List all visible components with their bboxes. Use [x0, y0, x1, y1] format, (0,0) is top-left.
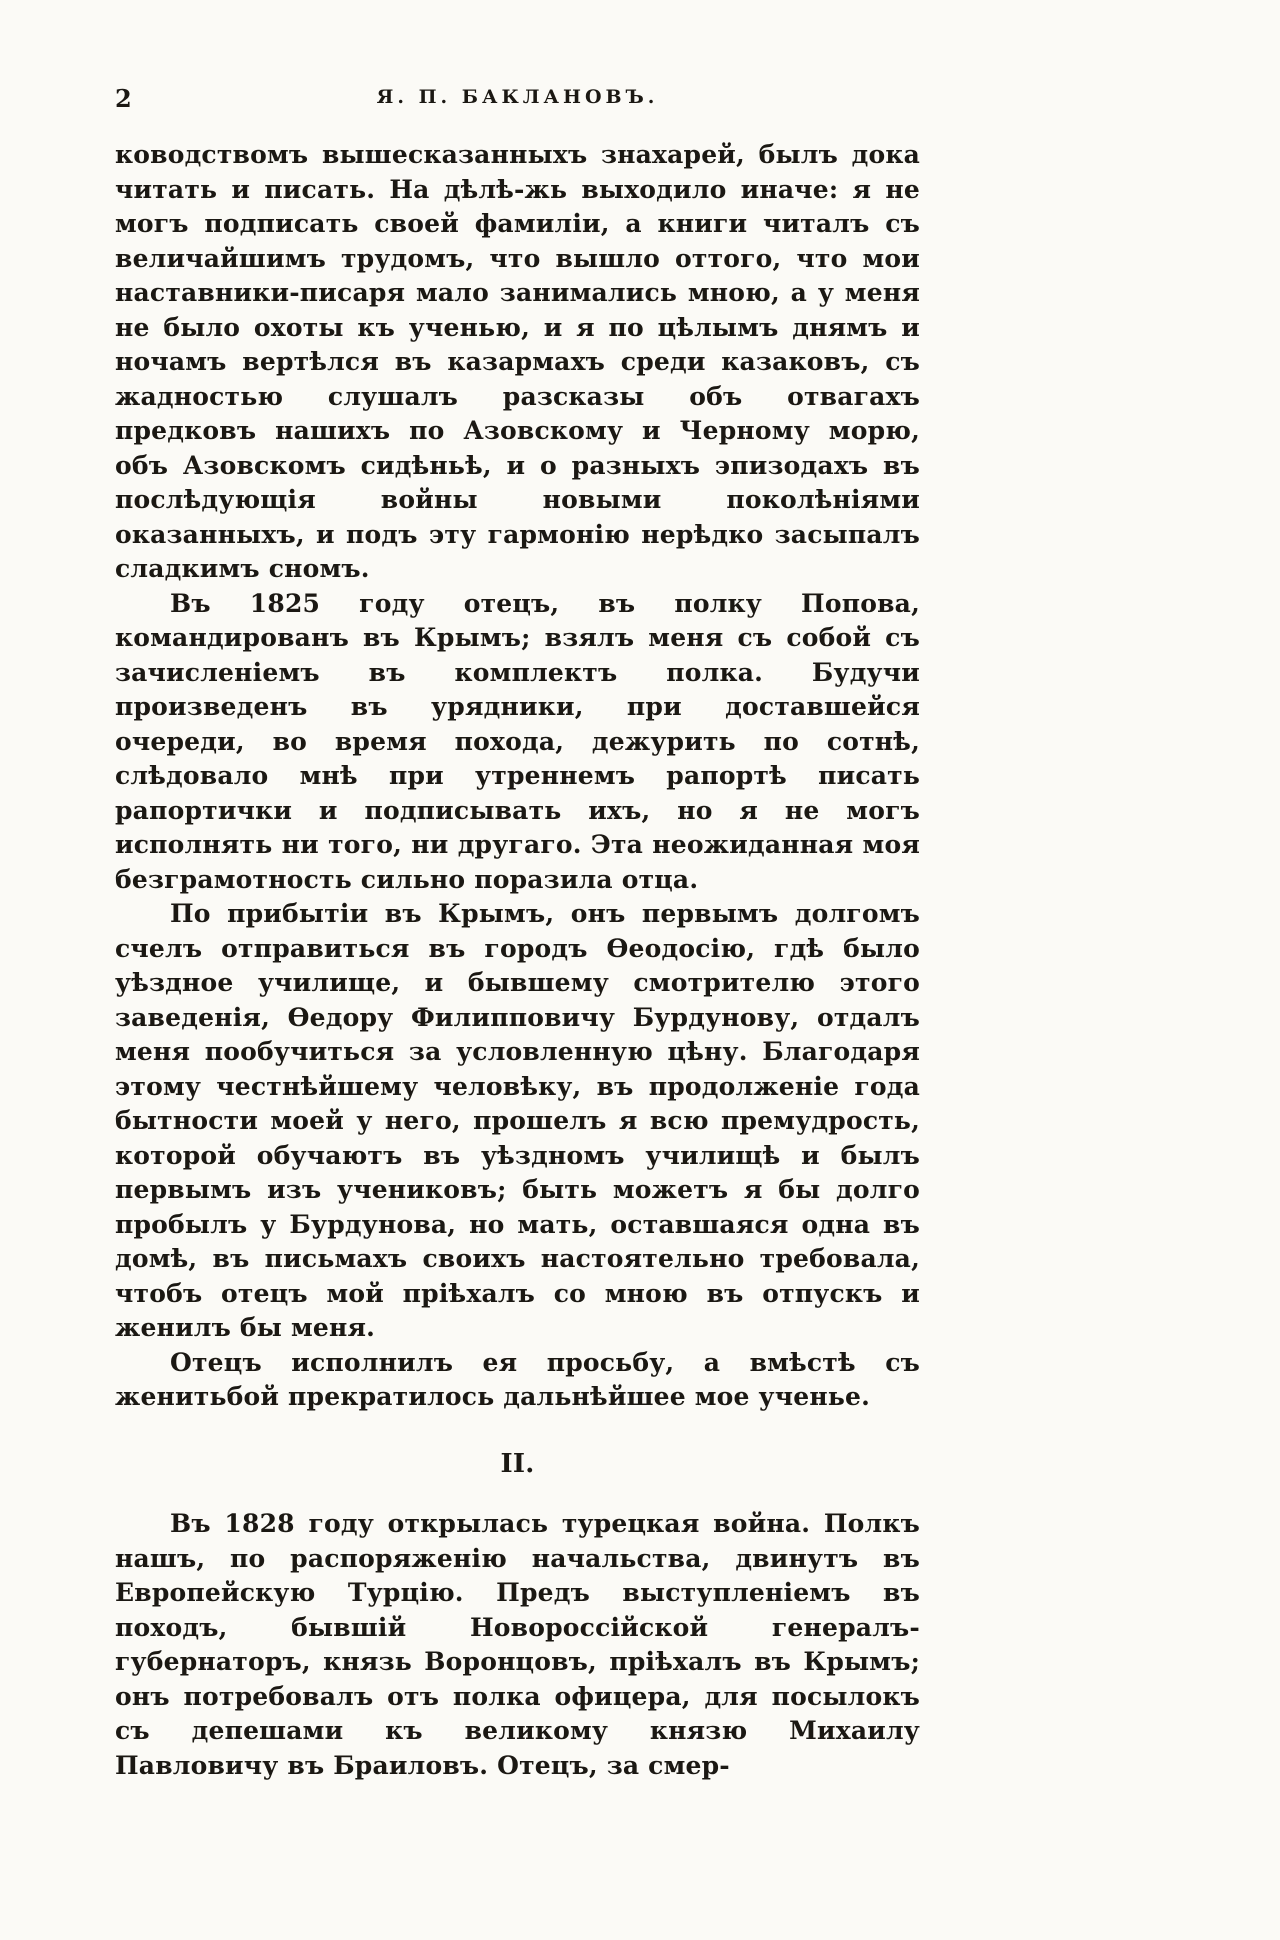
page-number: 2 [115, 84, 132, 113]
section-heading: II. [500, 1448, 535, 1479]
running-header: Я. П. БАКЛАНОВЪ. [376, 86, 659, 108]
paragraph: ководствомъ вышесказанныхъ знахарей, былъ дока читать и писать. На дѣлѣ-жь выходило иначе: я не могъ подписать своей фамиліи, а книги читалъ съ величайшимъ трудомъ, что вышло оттого, что мои наставники-писаря мало занимались мною, а у меня не было охоты къ ученью, и я по цѣлымъ днямъ и ночамъ вертѣлся въ казармахъ среди казаковъ, съ жадностью слушалъ разсказы объ отвагахъ предковъ нашихъ по Азовскому и Черному морю, объ Азовскомъ сидѣньѣ, и о разныхъ эпизодахъ въ послѣдующія войны новыми поколѣніями оказанныхъ, и подъ эту гармонію нерѣдко засыпалъ сладкимъ сномъ. [115, 140, 920, 583]
paragraph: Въ 1825 году отецъ, въ полку Попова, командированъ въ Крымъ; взялъ меня съ собой съ зачисленіемъ въ комплектъ полка. Будучи произведенъ въ урядники, при доставшейся очереди, во время похода, дежурить по сотнѣ, слѣдовало мнѣ при утреннемъ рапортѣ писать рапортички и подписывать ихъ, но я не могъ исполнять ни того, ни другаго. Эта неожиданная моя безграмотность сильно поразила отца. [115, 588, 920, 894]
page-header [115, 82, 920, 112]
paragraph: Въ 1828 году открылась турецкая война. Полкъ нашъ, по распоряженію начальства, двинутъ въ Европейскую Турцію. Предъ выступленіемъ въ походъ, бывшій Новороссійской генералъ-губернаторъ, князь Воронцовъ, пріѣхалъ въ Крымъ; онъ потребовалъ отъ полка офицера, для посылокъ съ депешами къ великому князю Михаилу Павловичу въ Браиловъ. Отецъ, за смер- [115, 1509, 920, 1780]
body-text [115, 138, 920, 1783]
paragraph: По прибытіи въ Крымъ, онъ первымъ долгомъ счелъ отправиться въ городъ Ѳеодосію, гдѣ было уѣздное училище, и бывшему смотрителю этого заведенія, Ѳедору Филипповичу Бурдунову, отдалъ меня пообучиться за условленную цѣну. Благодаря этому честнѣйшему человѣку, въ продолженіе года бытности моей у него, прошелъ я всю премудрость, которой обучаютъ въ уѣздномъ училищѣ и былъ первымъ изъ учениковъ; быть можетъ я бы долго пробылъ у Бурдунова, но мать, оставшаяся одна въ домѣ, въ письмахъ своихъ настоятельно требовала, чтобъ отецъ мой пріѣхалъ со мною въ отпускъ и женилъ бы меня. [115, 899, 920, 1342]
paragraph: Отецъ исполнилъ ея просьбу, а вмѣстѣ съ женитьбой прекратилось дальнѣйшее мое ученье. [115, 1347, 920, 1411]
